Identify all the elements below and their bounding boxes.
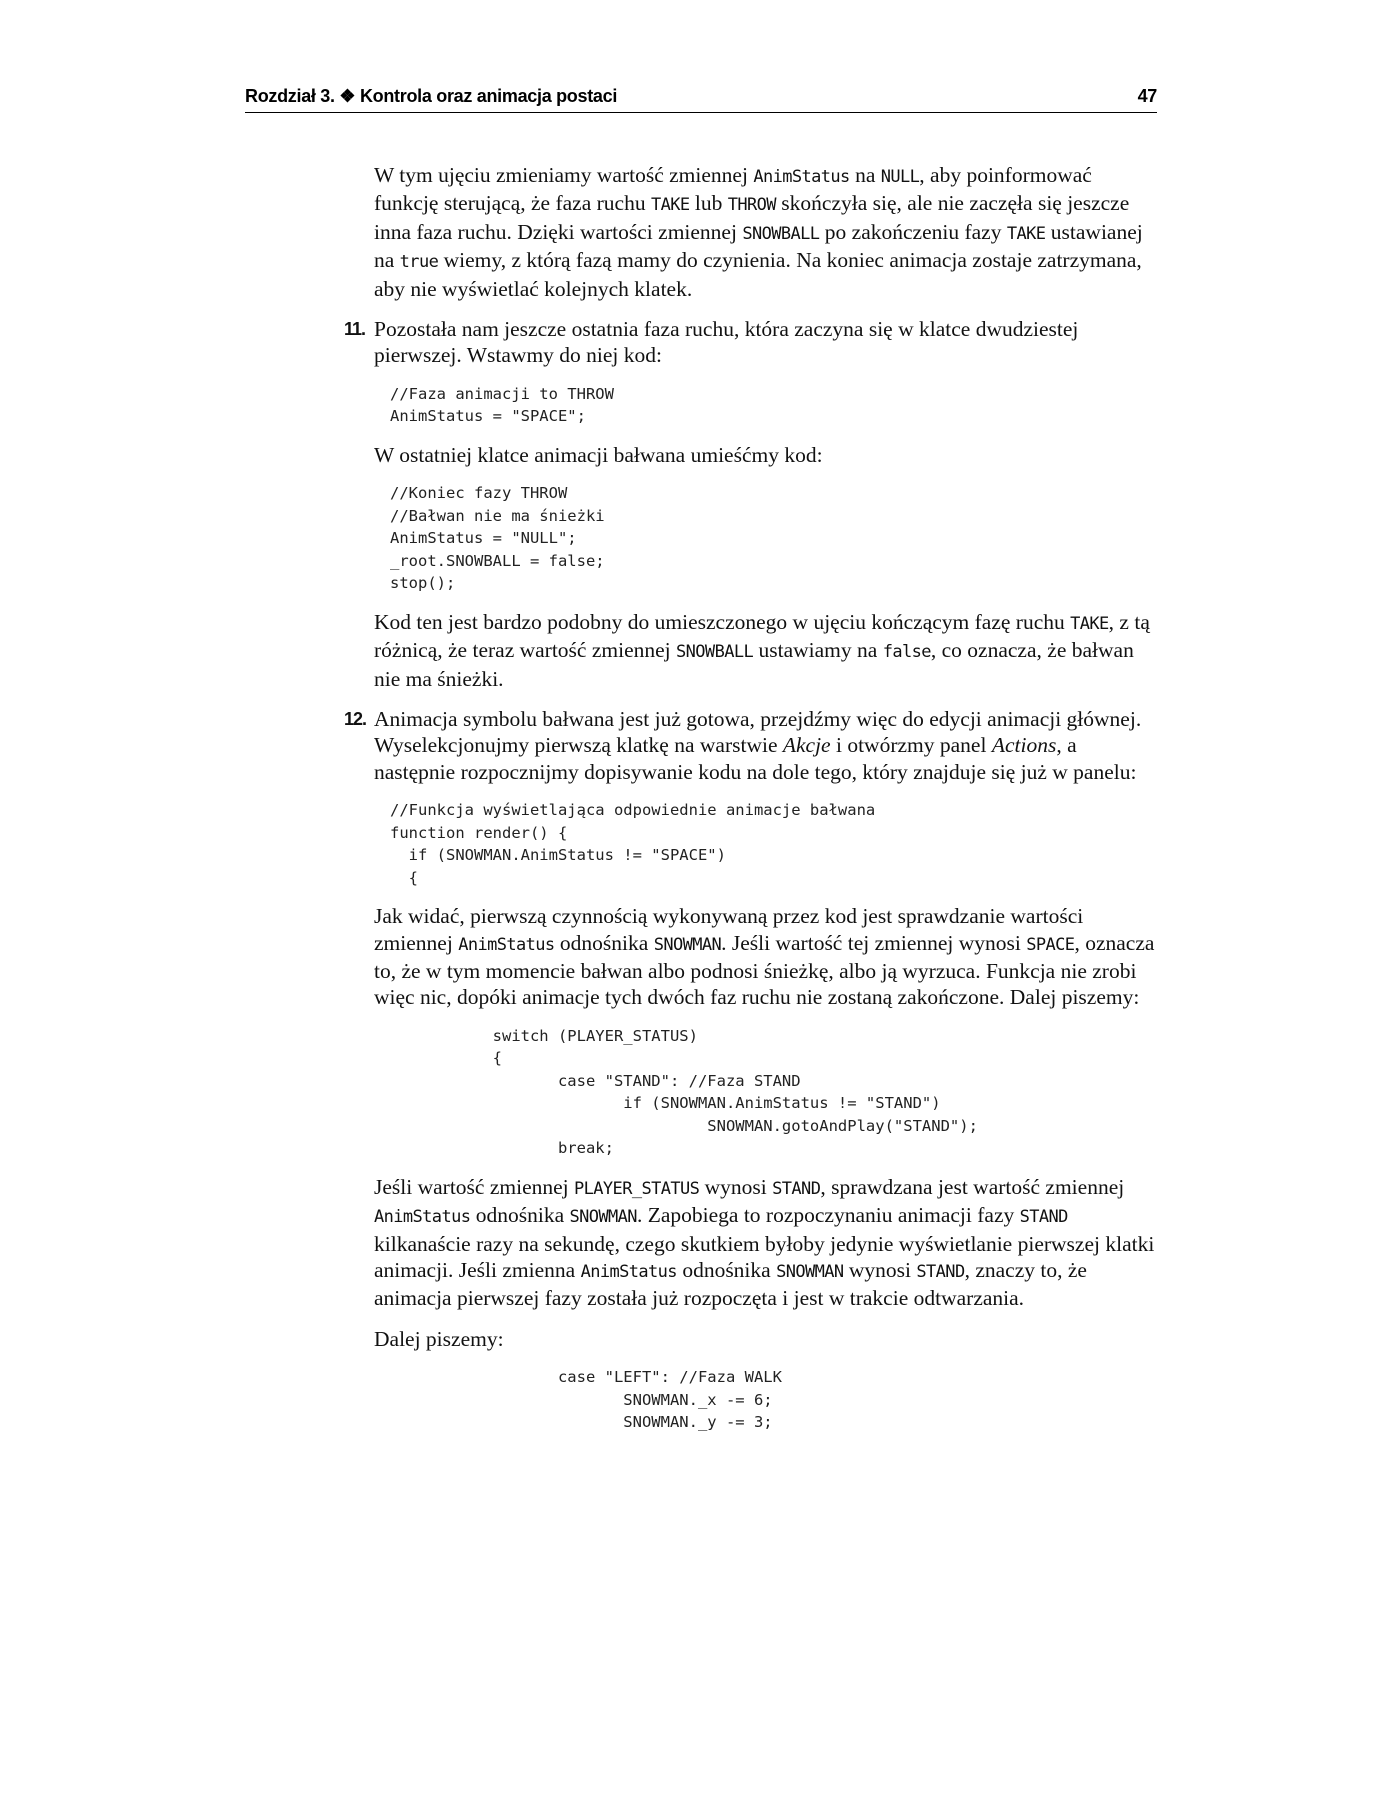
paragraph-player-status [374,1174,1159,1312]
text-run: Akcje [782,733,831,758]
code-inline: SNOWBALL [742,223,820,244]
text-run: Animacja symbolu bałwana jest już gotowa, przejdźmy więc do edycji animacji głównej. Wyselekcjonujmy pierwszą klatkę na warstwie [374,706,1142,758]
code-inline: THROW [727,195,776,216]
paragraph-check-status [374,903,1159,1011]
text-run: wiemy, z którą fazą mamy do czynienia. Na koniec animacja zostaje zatrzymana, aby nie wyświetlać kolejnych klatek. [374,248,1142,301]
code-inline: STAND [916,1262,965,1283]
paragraph-similar-code [374,609,1159,692]
code-inline: TAKE [650,195,690,216]
text-run: wynosi [699,1174,773,1199]
code-block-render: //Funkcja wyświetlająca odpowiednie animacje bałwana function render() { if (SNOWMAN.AnimStatus != "SPACE") { [390,801,876,887]
code-inline: SNOWMAN [776,1262,844,1283]
code-inline: SPACE [1026,934,1075,955]
text-run: ustawiamy na [753,638,883,663]
code-inline: TAKE [1070,613,1109,634]
code-block-throw: //Faza animacji to THROW AnimStatus = "SPACE"; [390,384,614,426]
paragraph-continue: Dalej piszemy: [374,1326,504,1351]
code-inline: AnimStatus [753,167,850,187]
text-run: . Jeśli wartość tej zmiennej wynosi [721,930,1027,955]
paragraph-last-frame: W ostatniej klatce animacji bałwana umieśćmy kod: [374,442,823,467]
chapter-title: Rozdział 3. ❖ Kontrola oraz animacja postaci [245,86,618,106]
text-run: skończyła się, ale nie zaczęła się jeszcze inna faza ruchu. Dzięki wartości zmiennej [374,191,1130,244]
text-run: . Zapobiega to rozpoczynaniu animacji fazy [636,1203,1020,1228]
code-block-left: case "LEFT": //Faza WALK SNOWMAN._x -= 6; SNOWMAN._y -= 3; [557,1368,782,1432]
text-run: , oznacza to, że w tym momencie bałwan albo podnosi śnieżkę, albo ją wyrzuca. Funkcja nie zrobi więc nic, dopóki animacje tych dwóch faz ruchu nie zostaną zakończone. Dalej piszemy: [374,930,1155,1010]
text-run: , znaczy to, że animacja pierwszej fazy została już rozpoczęta i jest w trakcie odtwarzania. [374,1258,1087,1311]
text-run: lub [689,191,728,216]
text-run: , aby poinformować funkcję sterującą, że faza ruchu [374,163,1092,216]
code-inline: SNOWMAN [653,934,722,955]
text-run: , z tą różnicą, że teraz wartość zmiennej [374,609,1150,663]
code-inline: NULL [880,167,920,187]
text-run: Jak widać, pierwszą czynnością wykonywaną przez kod jest sprawdzanie wartości zmiennej [374,904,1084,955]
text-run: odnośnika [554,930,654,955]
page-body [344,162,1159,1448]
code-inline: true [399,252,439,273]
text-run: ustawianej na [374,219,1143,273]
code-inline: STAND [1019,1207,1068,1228]
list-item-11 [344,316,1159,369]
text-run: odnośnika [470,1203,570,1228]
list-item-12 [344,706,1159,785]
text-run: Pozostała nam jeszcze ostatnia faza ruchu, która zaczyna się w klatce dwudziestej pierwszej. Wstawmy do niej kod: [374,317,1079,368]
text-run: na [849,163,881,187]
text-run: kilkanaście razy na sekundę, czego skutkiem byłoby jedynie wyświetlanie pierwszej klatki animacji. Jeśli zmienna [374,1231,1155,1283]
text-run: po zakończeniu fazy [819,219,1007,244]
text-run: Actions [991,733,1057,758]
text-run: i otwórzmy panel [830,733,992,758]
text-run: odnośnika [676,1258,777,1283]
running-head [245,82,1157,113]
text-run: , co oznacza, że bałwan nie ma śnieżki. [374,638,1134,691]
text-run: wynosi [843,1258,917,1283]
text-run: , a następnie rozpocznijmy dopisywanie kodu na dole tego, który znajduje się już w panelu: [374,733,1137,784]
code-inline: AnimStatus [580,1262,677,1283]
code-inline: SNOWBALL [676,642,754,663]
code-block-end-throw: //Koniec fazy THROW //Bałwan nie ma śnieżki AnimStatus = "NULL"; _root.SNOWBALL = false; stop(); [390,484,605,593]
code-block-switch: switch (PLAYER_STATUS) { case "STAND": //Faza STAND if (SNOWMAN.AnimStatus != "STAND") SNOWMAN.gotoAndPlay("STAND"); break; [492,1026,978,1158]
text-run: W tym ujęciu zmieniamy wartość zmiennej [374,163,754,187]
code-inline: AnimStatus [374,1207,471,1228]
text-run: , sprawdzana jest wartość zmiennej [820,1174,1125,1199]
item-number: 11. [344,319,366,340]
code-inline: PLAYER_STATUS [574,1178,700,1199]
code-inline: AnimStatus [458,934,555,955]
code-inline: false [882,642,931,663]
item-number: 12. [344,708,367,729]
text-run: Kod ten jest bardzo podobny do umieszczonego w ujęciu kończącym fazę ruchu [374,609,1071,634]
paragraph-take-throw [374,162,1159,302]
code-inline: STAND [772,1178,821,1199]
code-inline: SNOWMAN [569,1207,637,1228]
text-run: Jeśli wartość zmiennej [374,1174,575,1199]
page-number: 47 [1137,86,1157,106]
code-inline: TAKE [1006,223,1046,244]
